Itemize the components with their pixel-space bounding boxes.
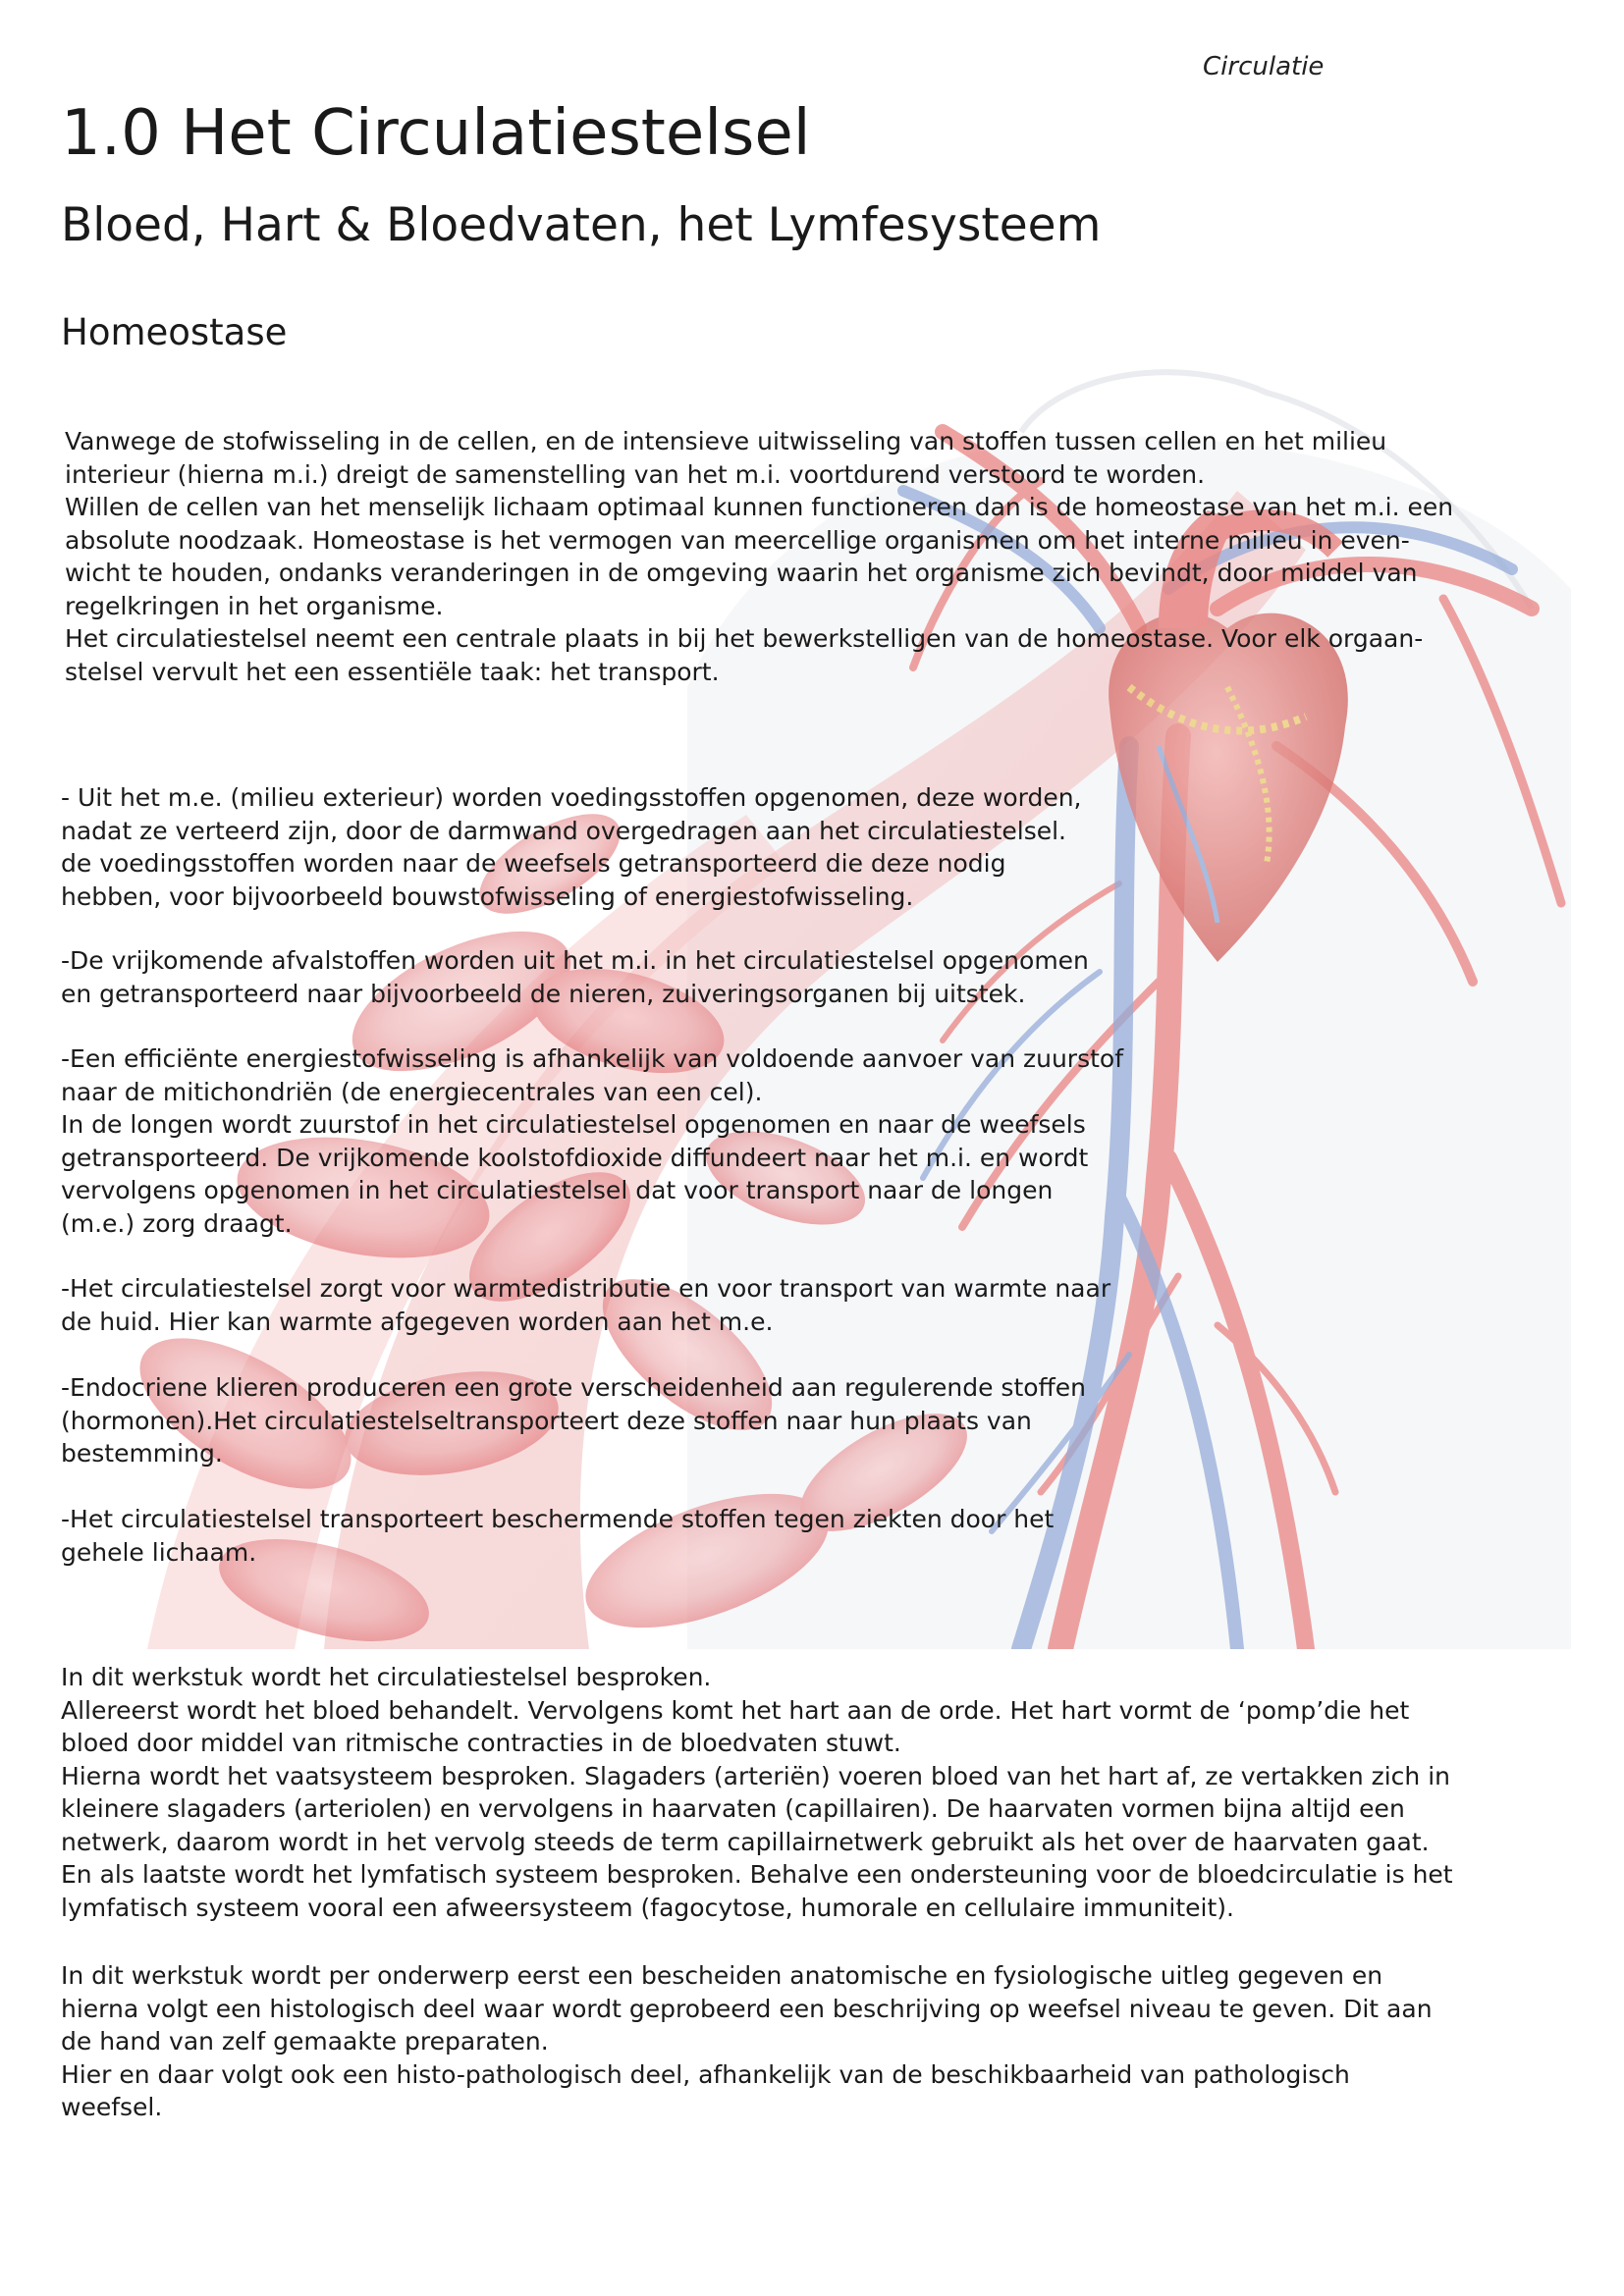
list-item: - Uit het m.e. (milieu exterieur) worden voedingsstoffen opgenomen, deze worden, nadat ze verteerd zijn, door de darmwand overgedragen aan het circulatiestelsel. de voedingsstoffen worden naar de weefsels getransporteerd die deze nodig hebben, voor bijvoorbeeld bouwstofwisseling of energiestofwisseling. (61, 783, 1082, 911)
list-item: -Endocriene klieren produceren een grote verscheidenheid aan regulerende stoffen (hormonen).Het circulatiestelseltransporteert deze stoffen naar hun plaats van bestemming. (61, 1373, 1086, 1468)
list-item: -Het circulatiestelsel zorgt voor warmtedistributie en voor transport van warmte naar de huid. Hier kan warmte afgegeven worden aan het m.e. (61, 1274, 1111, 1336)
section-heading: Homeostase (61, 311, 288, 353)
running-header: Circulatie (1203, 52, 1325, 81)
page-title: 1.0 Het Circulatiestelsel (61, 97, 811, 170)
list-item: -Het circulatiestelsel transporteert beschermende stoffen tegen ziekten door het gehele lichaam. (61, 1505, 1055, 1567)
outro-paragraph: In dit werkstuk wordt het circulatiestelsel besproken. Allereerst wordt het bloed behandelt. Vervolgens komt het hart aan de orde. Het hart vormt de ‘pomp’die het bloed door middel van ritmische contracties in de bloedvaten stuwt. Hierna wordt het vaatsysteem besproken. Slagaders (arteriën) voeren bloed van het hart af, ze vertakken zich in kleinere slagaders (arteriolen) en vervolgens in haarvaten (capillairen). De haarvaten vormen bijna altijd een netwerk, daarom wordt in het vervolg steeds de term capillairnetwerk gebruikt als het over de haarvaten gaat. En als laatste wordt het lymfatisch systeem besproken. Behalve een ondersteuning voor de bloedcirculatie is het lymfatisch systeem vooral een afweersysteem (fagocytose, humorale en cellulaire immuniteit). (61, 1663, 1453, 1922)
list-item: -Een efficiënte energiestofwisseling is afhankelijk van voldoende aanvoer van zuurstof naar de mitichondriën (de energiecentrales van een cel). In de longen wordt zuurstof in het circulatiestelsel opgenomen en naar de weefsels getransporteerd. De vrijkomende koolstofdioxide diffundeert naar het m.i. en wordt vervolgens opgenomen in het circulatiestelsel dat voor transport naar de longen (m.e.) zorg draagt. (61, 1044, 1123, 1238)
list-item: -De vrijkomende afvalstoffen worden uit het m.i. in het circulatiestelsel opgenomen en getransporteerd naar bijvoorbeeld de nieren, zuiveringsorganen bij uitstek. (61, 946, 1089, 1008)
page-subtitle: Bloed, Hart & Bloedvaten, het Lymfesysteem (61, 198, 1102, 252)
outro-paragraph: In dit werkstuk wordt per onderwerp eerst een bescheiden anatomische en fysiologische uitleg gegeven en hierna volgt een histologisch deel waar wordt geprobeerd een beschrijving op weefsel niveau te geven. Dit aan de hand van zelf gemaakte preparaten. Hier en daar volgt ook een histo-pathologisch deel, afhankelijk van de beschikbaarheid van pathologisch weefsel. (61, 1961, 1433, 2121)
intro-paragraph: Vanwege de stofwisseling in de cellen, en de intensieve uitwisseling van stoffen tussen cellen en het milieu interieur (hierna m.i.) dreigt de samenstelling van het m.i. voortdurend verstoord te worden. Willen de cellen van het menselijk lichaam optimaal kunnen functioneren dan is de homeostase van het m.i. een absolute noodzaak. Homeostase is het vermogen van meercellige organismen om het interne milieu in even- wicht te houden, ondanks veranderingen in de omgeving waarin het organisme zich bevindt, door middel van regelkringen in het organisme. Het circulatiestelsel neemt een centrale plaats in bij het bewerkstelligen van de homeostase. Voor elk orgaan- stelsel vervult het een essentiële taak: het transport. (65, 427, 1454, 686)
